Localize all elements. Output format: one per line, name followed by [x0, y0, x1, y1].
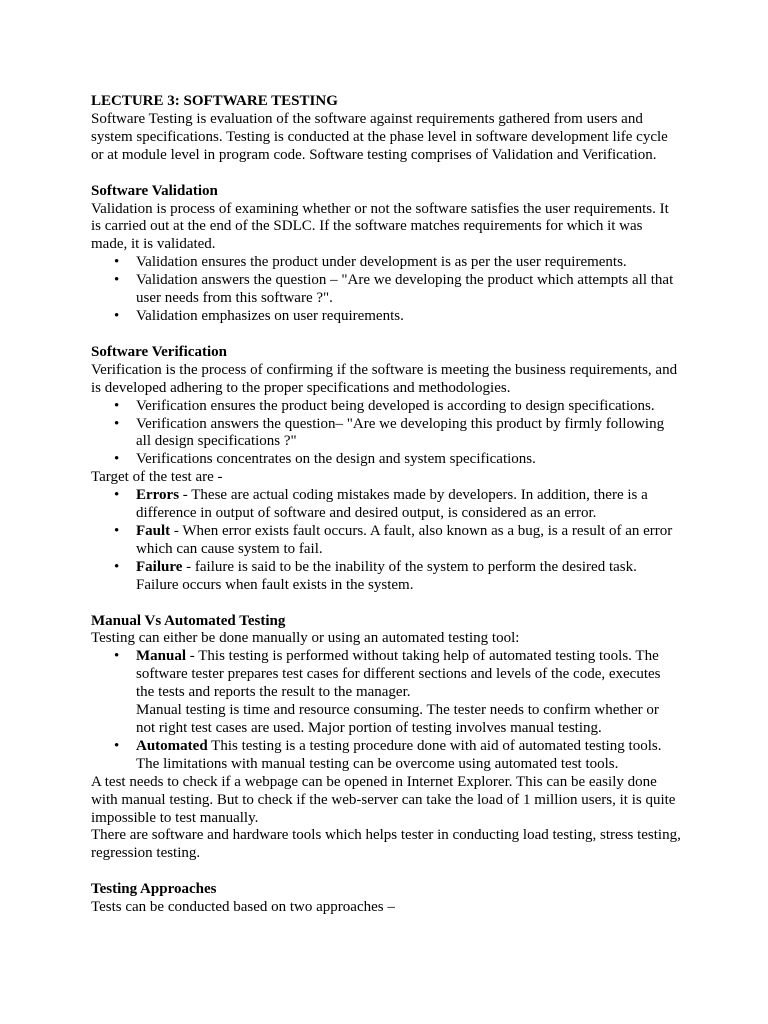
target-list: [91, 487, 681, 594]
testing-approaches-heading: Testing Approaches: [91, 881, 217, 898]
list-item: [91, 487, 681, 523]
tools-paragraph: There are software and hardware tools which helps tester in conducting load testing, stress testing, regression testing.: [91, 827, 681, 862]
list-item: • Validation emphasizes on user requirements.: [91, 308, 681, 326]
list-item: • Verifications concentrates on the design and system specifications.: [91, 451, 681, 469]
validation-heading: Software Validation: [91, 182, 218, 199]
term-description: - This testing is performed without taking help of automated testing tools. The software tester prepares test cases for different sections and levels of the code, executes the tests and reports the result to the manager.: [136, 648, 661, 701]
verification-paragraph: Verification is the process of confirming if the software is meeting the business requirements, and is developed adhering to the proper specifications and methodologies.: [91, 361, 678, 396]
list-item: • Verification answers the question– "Are we developing this product by firmly following all design specifications ?": [91, 416, 681, 452]
verification-list: [91, 398, 681, 470]
document-body: [91, 93, 681, 917]
intro-paragraph: Software Testing is evaluation of the software against requirements gathered from users and system specifications. Testing is conducted at the phase level in software development life cycle or at module level in program code. Software testing comprises of Validation and Verification.: [91, 110, 668, 163]
testing-approaches-paragraph: Tests can be conducted based on two approaches –: [91, 899, 395, 916]
validation-paragraph: Validation is process of examining whether or not the software satisfies the user requirements. It is carried out at the end of the SDLC. If the software matches requirements for which it was made, it is validated.: [91, 200, 669, 253]
term-label: Errors: [136, 487, 180, 504]
testing-mode-list: [91, 648, 681, 773]
term-description: - When error exists fault occurs. A fault, also known as a bug, is a result of an error which can cause system to fail.: [136, 522, 673, 557]
load-test-paragraph: A test needs to check if a webpage can be opened in Internet Explorer. This can be easily done with manual testing. But to check if the web-server can take the load of 1 million users, it is quite impossible to test manually.: [91, 773, 676, 826]
term-label: Failure: [136, 558, 183, 575]
term-description: - These are actual coding mistakes made by developers. In addition, there is a difference in output of software and desired output, is considered as an error.: [136, 487, 648, 522]
verification-heading: Software Verification: [91, 343, 227, 360]
list-item: • Validation ensures the product under development is as per the user requirements.: [91, 254, 681, 272]
list-item: [91, 559, 681, 595]
list-item: [91, 738, 681, 774]
manual-vs-automated-paragraph: Testing can either be done manually or using an automated testing tool:: [91, 630, 520, 647]
manual-vs-automated-heading: Manual Vs Automated Testing: [91, 612, 286, 629]
list-item: • Validation answers the question – "Are we developing the product which attempts all that user needs from this software ?".: [91, 272, 681, 308]
validation-list: [91, 254, 681, 326]
list-item: • Verification ensures the product being developed is according to design specifications.: [91, 398, 681, 416]
list-item: [91, 523, 681, 559]
term-label: Manual: [136, 648, 187, 665]
list-item: [91, 648, 681, 738]
term-label: Fault: [136, 522, 171, 539]
term-extra: Manual testing is time and resource consuming. The tester needs to confirm whether or not right test cases are used. Major portion of testing involves manual testing.: [136, 702, 659, 736]
term-description: This testing is a testing procedure done with aid of automated testing tools. The limitations with manual testing can be overcome using automated test tools.: [136, 737, 662, 772]
term-description: - failure is said to be the inability of the system to perform the desired task. Failure occurs when fault exists in the system.: [136, 558, 637, 593]
target-intro: Target of the test are -: [91, 469, 223, 486]
lecture-title: LECTURE 3: SOFTWARE TESTING: [91, 93, 338, 109]
term-label: Automated: [136, 737, 208, 754]
